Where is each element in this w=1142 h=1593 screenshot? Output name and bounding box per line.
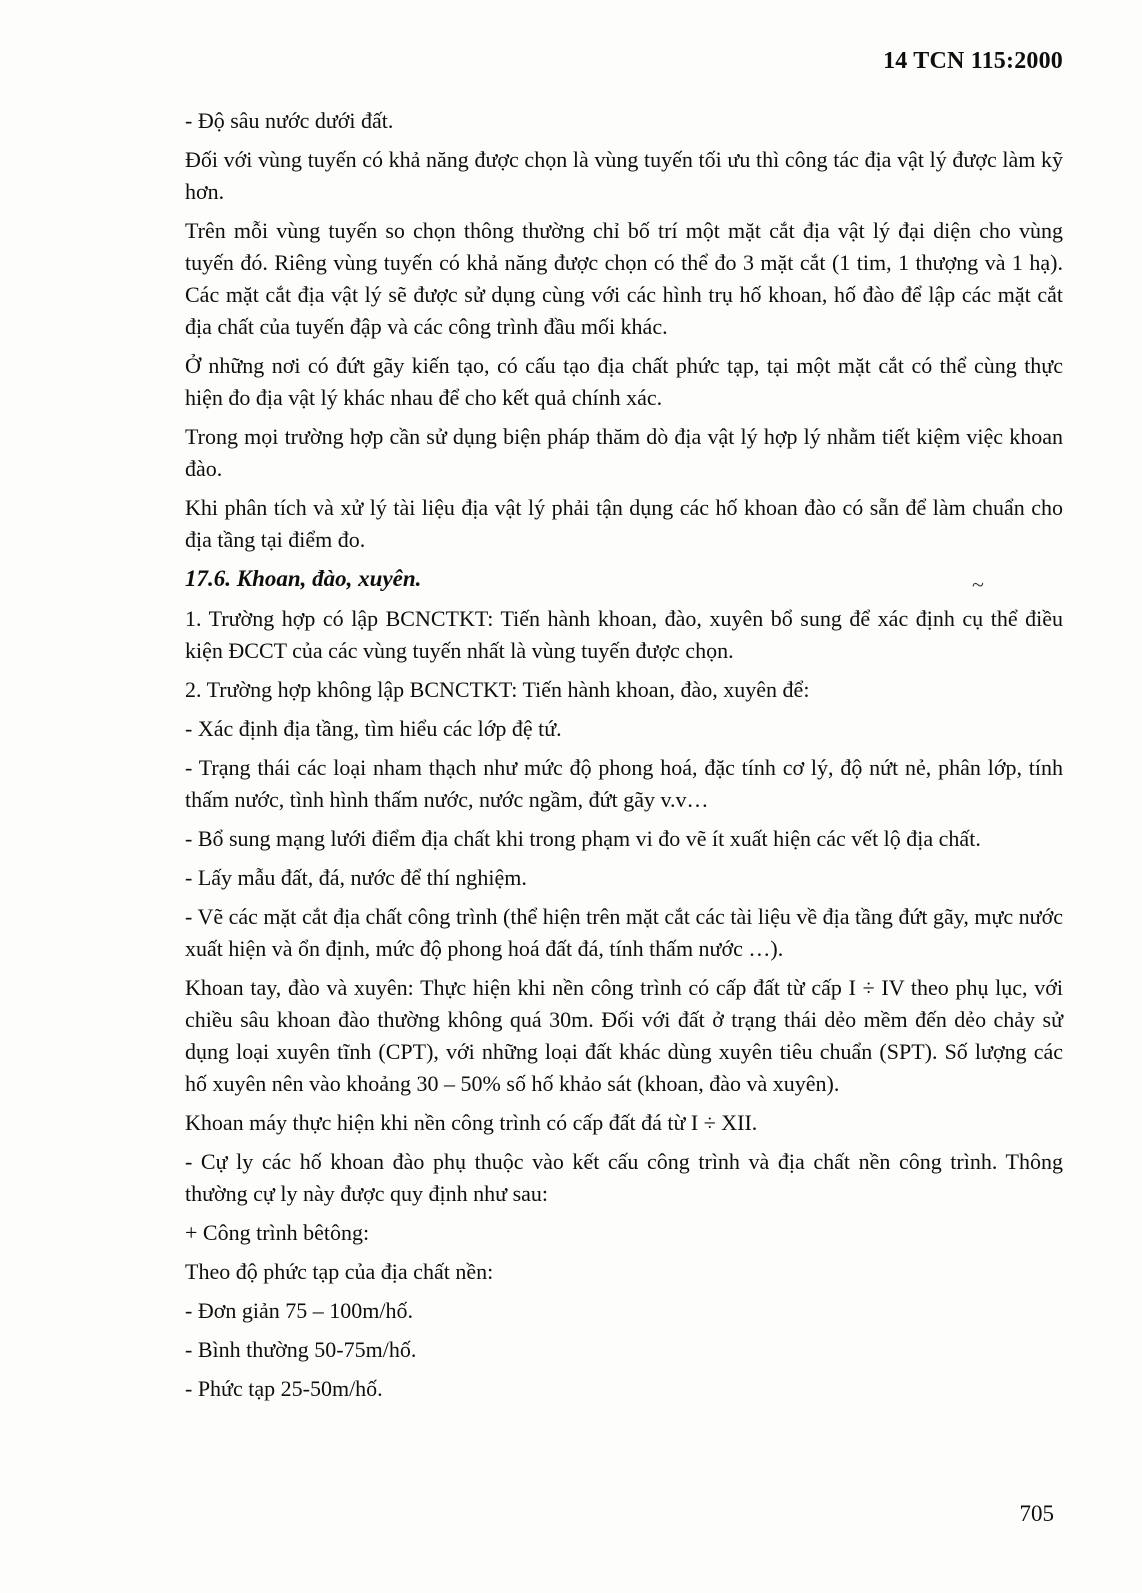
paragraph: - Lấy mẫu đất, đá, nước để thí nghiệm. [185, 865, 527, 890]
paragraph: Đối với vùng tuyến có khả năng được chọn là vùng tuyến tối ưu thì công tác địa vật lý được làm kỹ hơn. [185, 147, 1063, 204]
scan-artifact-mark: ~ [972, 572, 984, 597]
paragraph: - Cự ly các hố khoan đào phụ thuộc vào kết cấu công trình và địa chất nền công trình. Thông thường cự ly này được quy định như sau: [185, 1149, 1063, 1206]
paragraph: Ở những nơi có đứt gãy kiến tạo, có cấu tạo địa chất phức tạp, tại một mặt cắt có thể cùng thực hiện đo địa vật lý khác nhau để cho kết quả chính xác. [185, 353, 1063, 410]
paragraph: 1. Trường hợp có lập BCNCTKT: Tiến hành khoan, đào, xuyên bổ sung để xác định cụ thể điều kiện ĐCCT của các vùng tuyến nhất là vùng tuyến được chọn. [185, 606, 1063, 663]
paragraph: Theo độ phức tạp của địa chất nền: [185, 1259, 494, 1284]
paragraph: - Phức tạp 25-50m/hố. [185, 1376, 383, 1401]
document-body [185, 105, 1063, 1405]
paragraph: - Vẽ các mặt cắt địa chất công trình (thể hiện trên mặt cắt các tài liệu về địa tầng đứt gãy, mực nước xuất hiện và ổn định, mức độ phong hoá đất đá, tính thấm nước …). [185, 904, 1063, 961]
paragraph: Khoan tay, đào và xuyên: Thực hiện khi nền công trình có cấp đất từ cấp I ÷ IV theo phụ lục, với chiều sâu khoan đào thường không quá 30m. Đối với đất ở trạng thái dẻo mềm đến dẻo chảy sử dụng loại xuyên tĩnh (CPT), với những loại đất khác dùng xuyên tiêu chuẩn (SPT). Số lượng các hố xuyên nên vào khoảng 30 – 50% số hố khảo sát (khoan, đào và xuyên). [185, 975, 1063, 1096]
paragraph: Trong mọi trường hợp cần sử dụng biện pháp thăm dò địa vật lý hợp lý nhằm tiết kiệm việc khoan đào. [185, 424, 1063, 481]
paragraph: Khi phân tích và xử lý tài liệu địa vật lý phải tận dụng các hố khoan đào có sẵn để làm chuẩn cho địa tầng tại điểm đo. [185, 495, 1063, 552]
paragraph: - Bình thường 50-75m/hố. [185, 1337, 417, 1362]
doc-code: 14 TCN 115:2000 [883, 48, 1063, 74]
paragraph: Khoan máy thực hiện khi nền công trình có cấp đất đá từ I ÷ XII. [185, 1110, 758, 1135]
section-heading: 17.6. Khoan, đào, xuyên. [185, 566, 422, 591]
paragraph: Trên mỗi vùng tuyến so chọn thông thường chỉ bố trí một mặt cắt địa vật lý đại diện cho vùng tuyến đó. Riêng vùng tuyến có khả năng được chọn có thể đo 3 mặt cắt (1 tim, 1 thượng và 1 hạ). Các mặt cắt địa vật lý sẽ được sử dụng cùng với các hình trụ hố khoan, hố đào để lập các mặt cắt địa chất của tuyến đập và các công trình đầu mối khác. [185, 218, 1063, 339]
paragraph: - Xác định địa tầng, tìm hiểu các lớp đệ tứ. [185, 716, 562, 741]
paragraph: - Trạng thái các loại nham thạch như mức độ phong hoá, đặc tính cơ lý, độ nứt nẻ, phân lớp, tính thấm nước, tình hình thấm nước, nước ngầm, đứt gãy v.v… [185, 755, 1063, 812]
paragraph: + Công trình bêtông: [185, 1220, 370, 1245]
paragraph: - Đơn giản 75 – 100m/hố. [185, 1298, 413, 1323]
page-number: 705 [1019, 1501, 1054, 1526]
paragraph: - Bổ sung mạng lưới điểm địa chất khi trong phạm vi đo vẽ ít xuất hiện các vết lộ địa chất. [185, 826, 981, 851]
document-header [185, 48, 1063, 75]
paragraph: - Độ sâu nước dưới đất. [185, 108, 394, 133]
paragraph: 2. Trường hợp không lập BCNCTKT: Tiến hành khoan, đào, xuyên để: [185, 677, 810, 702]
